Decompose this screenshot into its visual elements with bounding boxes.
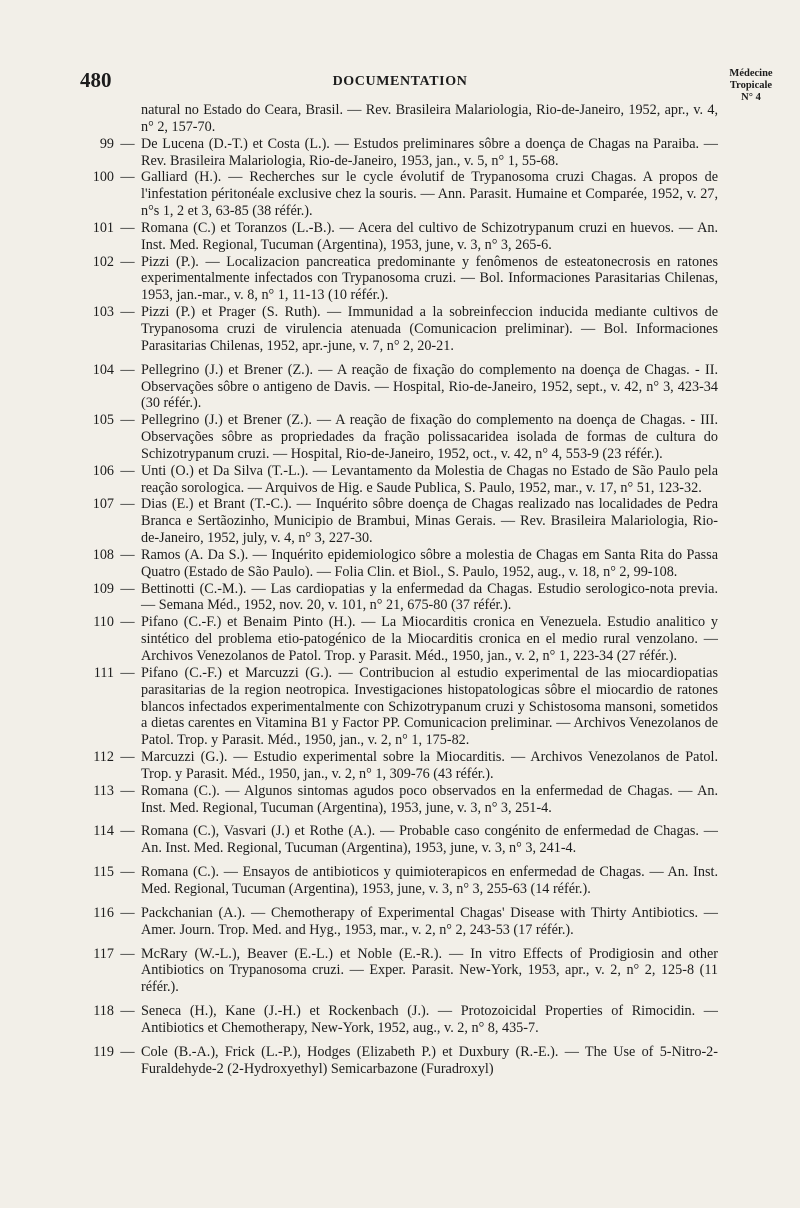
entry-number: 108 [92, 546, 114, 563]
entry-text: Romana (C.). — Ensayos de antibioticos y quimioterapicos en enfermedad de Chagas. — An. Inst. Med. Regional, Tucuman (Argentina), 1953, june, v. 3, n° 3, 255-63 (14 référ.). [141, 864, 718, 897]
entry-dash: — [120, 462, 135, 479]
entry-108 [78, 547, 718, 581]
entry-dash: — [120, 823, 135, 840]
entry-number: 109 [92, 580, 114, 597]
entry-text: Pizzi (P.) et Prager (S. Ruth). — Immunidad a la sobreinfeccion inducida mediante cultivos de Trypanosoma cruzi de virulencia atenuada (Comunicacion preliminar). — Bol. Informaciones Parasitarias Chilenas, 1952, apr.-june, v. 7, n° 2, 20-21. [141, 304, 718, 354]
entry-text: Pifano (C.-F.) et Benaim Pinto (H.). — La Miocarditis cronica en Venezuela. Estudio analitico y sintético del problema etio-patogénico de la Miocarditis cronica en el medio rural venzolano. — Archivos Venezolanos de Patol. Trop. y Parasit. Méd., 1950, jan., v. 2, n° 1, 223-34 (27 référ.). [141, 614, 718, 664]
entry-dash: — [120, 135, 135, 152]
entry-110 [78, 614, 718, 665]
entry-114 [78, 823, 718, 857]
entry-107 [78, 496, 718, 547]
entry-text: Pizzi (P.). — Localizacion pancreatica predominante y fenômenos de esteatonecrosis en ratones experimentalmente infectados con Trypanosoma cruzi. — Bol. Informaciones Parasitarias Chilenas, 1953, jan.-mar., v. 8, n° 1, 11-13 (10 référ.). [141, 253, 718, 304]
entry-text: Pellegrino (J.) et Brener (Z.). — A reação de fixação do complemento na doença de Chagas. - III. Observações sôbre as propriedades da fração polissacaridea isolada de formas de cultura do Schizotrypanum cruzi. — Hospital, Rio-de-Janeiro, 1952, oct., v. 42, n° 4, 553-9 (23 référ.). [141, 412, 718, 462]
entry-dash: — [120, 412, 135, 429]
journal-tag-line1: Médecine [729, 68, 773, 79]
entry-dash: — [120, 496, 135, 513]
entry-number: 114 [93, 823, 114, 840]
entry-text: natural no Estado do Ceara, Brasil. — Rev. Brasileira Malariologia, Rio-de-Janeiro, 1952, apr., v. 4, n° 2, 157-70. [141, 102, 718, 135]
entry-100 [78, 169, 718, 220]
entry-dash: — [120, 219, 135, 236]
entry-text: McRary (W.-L.), Beaver (E.-L.) et Noble (E.-R.). — In vitro Effects of Prodigiosin and other Antibiotics on Trypanosoma cruzi. — Exper. Parasit. New-York, 1953, apr., v. 2, n° 2, 125-8 (11 référ.). [141, 945, 718, 996]
entry-103 [78, 304, 718, 355]
entry-number: 115 [93, 864, 114, 881]
entry-text: Romana (C.), Vasvari (J.) et Rothe (A.). — Probable caso congénito de enfermedad de Chagas. — An. Inst. Med. Regional, Tucuman (Argentina), 1953, june, v. 3, n° 3, 241-4. [141, 823, 718, 857]
entry-116 [78, 905, 718, 939]
entry-119 [78, 1044, 718, 1078]
entry-text: Dias (E.) et Brant (T.-C.). — Inquérito sôbre doença de Chagas realizado nas localidades de Pedra Branca e Sertãozinho, Municipio de Brambui, Minas Gerais. — Rev. Brasileira Malariologia, Rio-de-Janeiro, 1952, july, v. 4, n° 3, 227-30. [141, 496, 718, 547]
entry-number: 103 [92, 304, 114, 321]
entry-text: Packchanian (A.). — Chemotherapy of Experimental Chagas' Disease with Thirty Antibiotics. — Amer. Journ. Trop. Med. and Hyg., 1953, mar., v. 2, n° 2, 243-53 (17 référ.). [141, 904, 718, 938]
entry-number: 104 [92, 361, 114, 378]
entry-number: 117 [93, 945, 114, 962]
entry-number: 118 [93, 1003, 114, 1020]
entry-105 [78, 412, 718, 463]
page-number: 480 [80, 68, 112, 92]
entry-text: Romana (C.) et Toranzos (L.-B.). — Acera del cultivo de Schizotrypanum cruzi en huevos. — An. Inst. Med. Regional, Tucuman (Argentina), 1953, june, v. 3, n° 3, 265-6. [141, 219, 718, 253]
entry-dash: — [120, 749, 135, 766]
running-head: DOCUMENTATION [332, 74, 468, 89]
entry-number: 111 [93, 664, 114, 681]
entry-text: Galliard (H.). — Recherches sur le cycle évolutif de Trypanosoma cruzi Chagas. A propos de l'infestation péritonéale exclusive chez la souris. — Ann. Parasit. Humaine et Comparée, 1952, v. 27, n°s 1, 2 et 3, 63-85 (38 référ.). [141, 169, 718, 220]
entry-dash: — [120, 614, 135, 631]
bibliography-list [78, 102, 718, 1077]
entry-number: 119 [93, 1043, 114, 1060]
entry-number: 107 [92, 496, 114, 513]
entry-dash: — [120, 304, 135, 321]
entry-111 [78, 665, 718, 749]
entry-number: 100 [92, 169, 114, 186]
entry-number: 112 [93, 749, 114, 766]
entry-113 [78, 783, 718, 817]
entry-dash: — [120, 1003, 135, 1020]
entry-text: De Lucena (D.-T.) et Costa (L.). — Estudos preliminares sôbre a doença de Chagas na Paraiba. — Rev. Brasileira Malariologia, Rio-de-Janeiro, 1953, jan., v. 5, n° 1, 55-68. [141, 135, 718, 169]
entry-number: 102 [92, 253, 114, 270]
entry-number: 116 [93, 904, 114, 921]
entry-text: Seneca (H.), Kane (J.-H.) et Rockenbach (J.). — Protozoicidal Properties of Rimocidin. — Antibiotics et Chemotherapy, New-York, 1952, aug., v. 2, n° 8, 435-7. [141, 1003, 718, 1036]
entry-number: 106 [92, 462, 114, 479]
journal-tag-issue: N° 4 [741, 92, 761, 103]
entry-dash: — [120, 904, 135, 921]
entry-109 [78, 581, 718, 615]
entry-number: 105 [92, 412, 114, 429]
entry-dash: — [120, 169, 135, 186]
entry-112 [78, 749, 718, 783]
entry-117 [78, 946, 718, 997]
entry-text: Pifano (C.-F.) et Marcuzzi (G.). — Contribucion al estudio experimental de las miocardiopatias parasitarias de la region neotropica. Investigaciones histopatologicas sôbre el miocardio de ratones blancos infectados experimentalmente con Schizotrypanum cruzi y Schistosoma mansoni, sometidos a dietas carentes en Vitamina B1 y Factor PP. Comunicacion preliminar. — Archivos Venezolanos de Patol. Trop. y Parasit. Méd., 1950, jan., v. 2, n° 1, 175-82. [141, 664, 718, 749]
entry-number: 99 [99, 135, 114, 152]
entry-text: Romana (C.). — Algunos sintomas agudos poco observados en la enfermedad de Chagas. — An. Inst. Med. Regional, Tucuman (Argentina), 1953, june, v. 3, n° 3, 251-4. [141, 782, 718, 816]
entry-number: 113 [93, 782, 114, 799]
entry-text: Cole (B.-A.), Frick (L.-P.), Hodges (Elizabeth P.) et Duxbury (R.-E.). — The Use of 5-Nitro-2-Furaldehyde-2 (2-Hydroxyethyl) Semicarbazone (Furadroxyl) [141, 1043, 718, 1077]
entry-dash: — [120, 546, 135, 563]
entry-102 [78, 254, 718, 305]
entry-text: Ramos (A. Da S.). — Inquérito epidemiologico sôbre a molestia de Chagas em Santa Rita do Passa Quatro (Estado de São Paulo). — Folia Clin. et Biol., S. Paulo, 1952, aug., v. 18, n° 2, 99-108. [141, 546, 718, 580]
entry-dash: — [120, 361, 135, 378]
entry-106 [78, 463, 718, 497]
entry-104 [78, 362, 718, 413]
entry-118 [78, 1003, 718, 1037]
entry-number: 101 [92, 219, 114, 236]
entry-115 [78, 864, 718, 898]
continued-entry [78, 102, 718, 136]
entry-number: 110 [93, 614, 114, 631]
entry-dash: — [120, 864, 135, 881]
entry-text: Marcuzzi (G.). — Estudio experimental sobre la Miocarditis. — Archivos Venezolanos de Patol. Trop. y Parasit. Méd., 1950, jan., v. 2, n° 1, 309-76 (43 référ.). [141, 749, 718, 782]
entry-101 [78, 220, 718, 254]
entry-dash: — [120, 580, 135, 597]
entry-text: Pellegrino (J.) et Brener (Z.). — A reação de fixação do complemento na doença de Chagas. - II. Observações sôbre o antigeno de Davis. — Hospital, Rio-de-Janeiro, 1952, sept., v. 42, n° 3, 423-34 (30 référ.). [141, 361, 718, 412]
entry-dash: — [120, 782, 135, 799]
journal-tag [716, 68, 786, 104]
journal-tag-line2: Tropicale [729, 80, 773, 91]
entry-dash: — [120, 945, 135, 962]
entry-dash: — [120, 664, 135, 681]
entry-text: Unti (O.) et Da Silva (T.-L.). — Levantamento da Molestia de Chagas no Estado de São Paulo pela reação sorologica. — Arquivos de Hig. e Saude Publica, S. Paulo, 1952, mar., v. 17, n° 51, 123-32. [141, 462, 718, 496]
entry-dash: — [120, 1043, 135, 1060]
entry-99 [78, 136, 718, 170]
entry-text: Bettinotti (C.-M.). — Las cardiopatias y la enfermedad da Chagas. Estudio serologico-nota previa. — Semana Méd., 1952, nov. 20, v. 101, n° 21, 675-80 (37 référ.). [141, 580, 718, 614]
entry-dash: — [120, 253, 135, 270]
